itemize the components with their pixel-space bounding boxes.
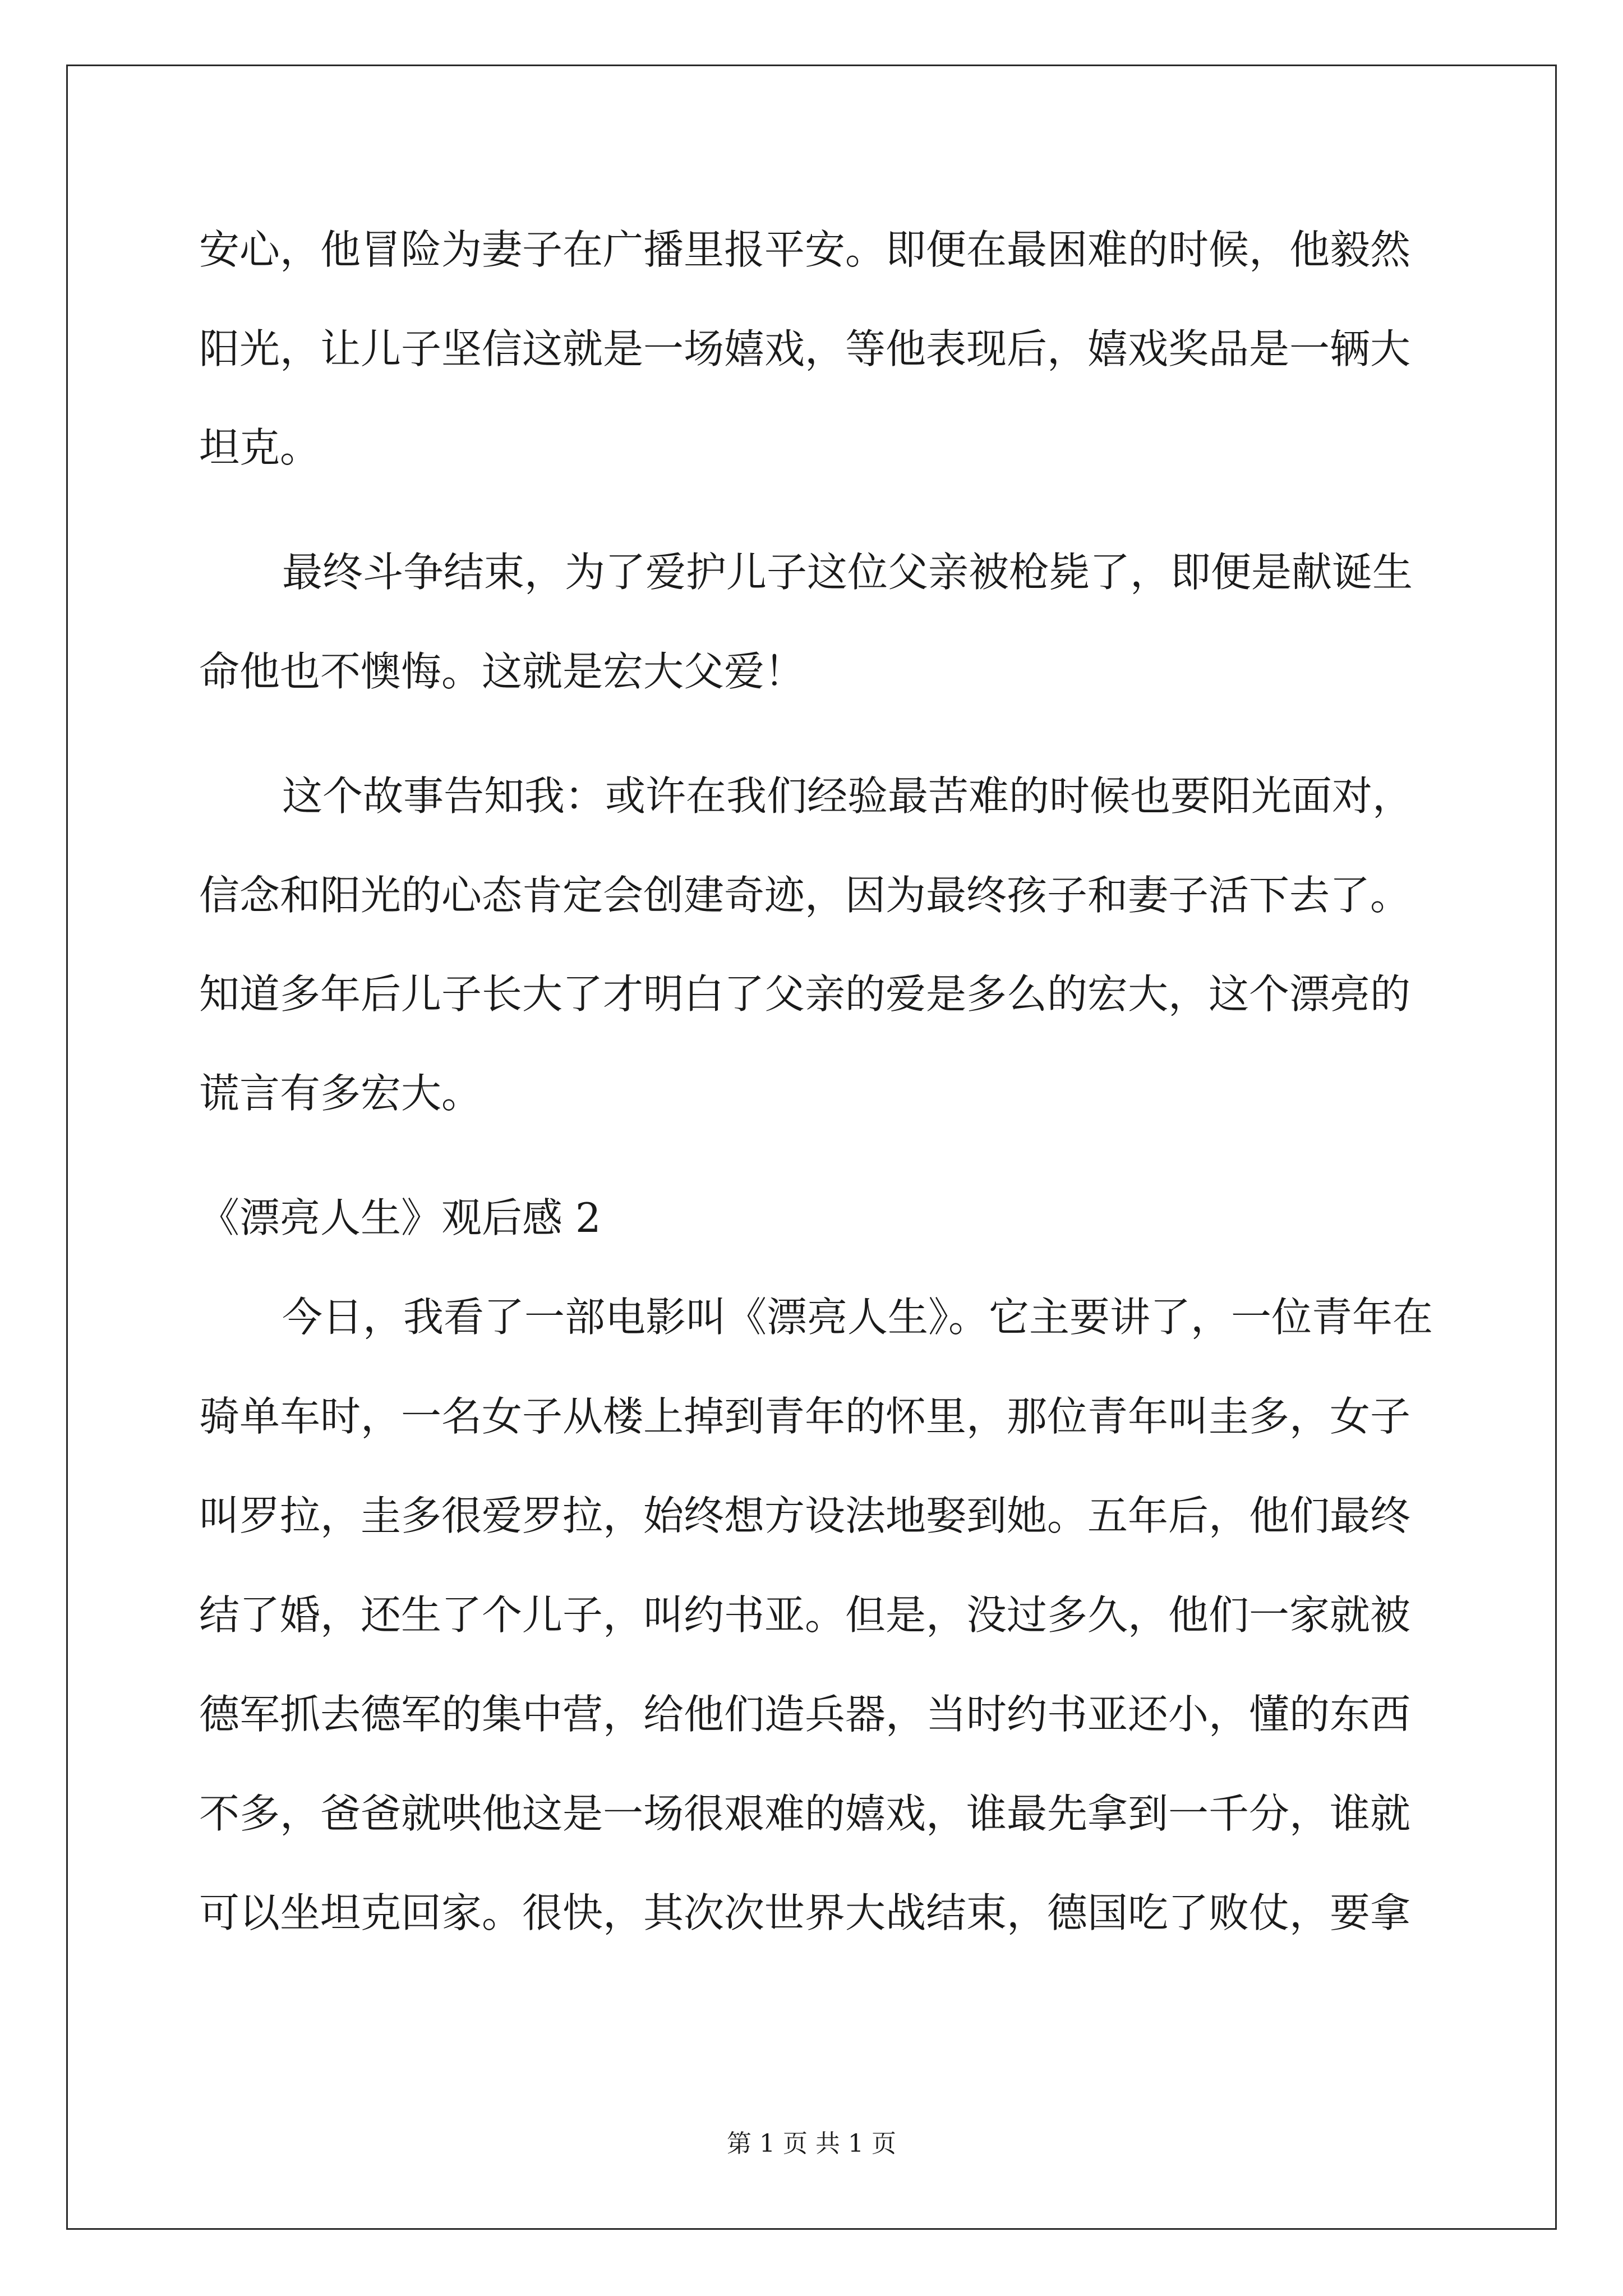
paragraph-line: 德军抓去德军的集中营，给他们造兵器，当时约书亚还小，懂的东西: [199, 1691, 1411, 1738]
page-footer: 第 1 页 共 1 页: [727, 2129, 896, 2158]
paragraph-line: 骑单车时，一名女子从楼上掉到青年的怀里，那位青年叫圭多，女子: [199, 1393, 1411, 1440]
paragraph-line: 阳光，让儿子坚信这就是一场嬉戏，等他表现后，嬉戏奖品是一辆大: [199, 325, 1411, 372]
paragraph-line: 叫罗拉，圭多很爱罗拉，始终想方设法地娶到她。五年后，他们最终: [199, 1492, 1411, 1539]
paragraph-line: 知道多年后儿子长大了才明白了父亲的爱是多么的宏大，这个漂亮的: [199, 970, 1411, 1018]
paragraph-line: 信念和阳光的心态肯定会创建奇迹，因为最终孩子和妻子活下去了。: [199, 872, 1411, 919]
paragraph-line: 安心，他冒险为妻子在广播里报平安。即便在最困难的时候，他毅然: [199, 226, 1411, 273]
paragraph-line: 不多，爸爸就哄他这是一场很艰难的嬉戏，谁最先拿到一千分，谁就: [199, 1790, 1411, 1837]
paragraph-line: 最终斗争结束，为了爱护儿子这位父亲被枪毙了，即便是献诞生: [282, 549, 1413, 596]
paragraph-line: 可以坐坦克回家。很快，其次次世界大战结束，德国吃了败仗，要拿: [199, 1889, 1411, 1936]
paragraph-line: 这个故事告知我：或许在我们经验最苦难的时候也要阳光面对，: [282, 772, 1413, 820]
paragraph-line: 今日，我看了一部电影叫《漂亮人生》。它主要讲了，一位青年在: [282, 1294, 1433, 1341]
paragraph-line: 谎言有多宏大。: [199, 1070, 482, 1117]
paragraph-line: 坦克。: [199, 424, 321, 471]
paragraph-line: 命他也不懊悔。这就是宏大父爱！: [199, 648, 805, 695]
paragraph-line: 结了婚，还生了个儿子，叫约书亚。但是，没过多久，他们一家就被: [199, 1591, 1411, 1639]
section-heading: 《漂亮人生》观后感 2: [199, 1194, 601, 1241]
